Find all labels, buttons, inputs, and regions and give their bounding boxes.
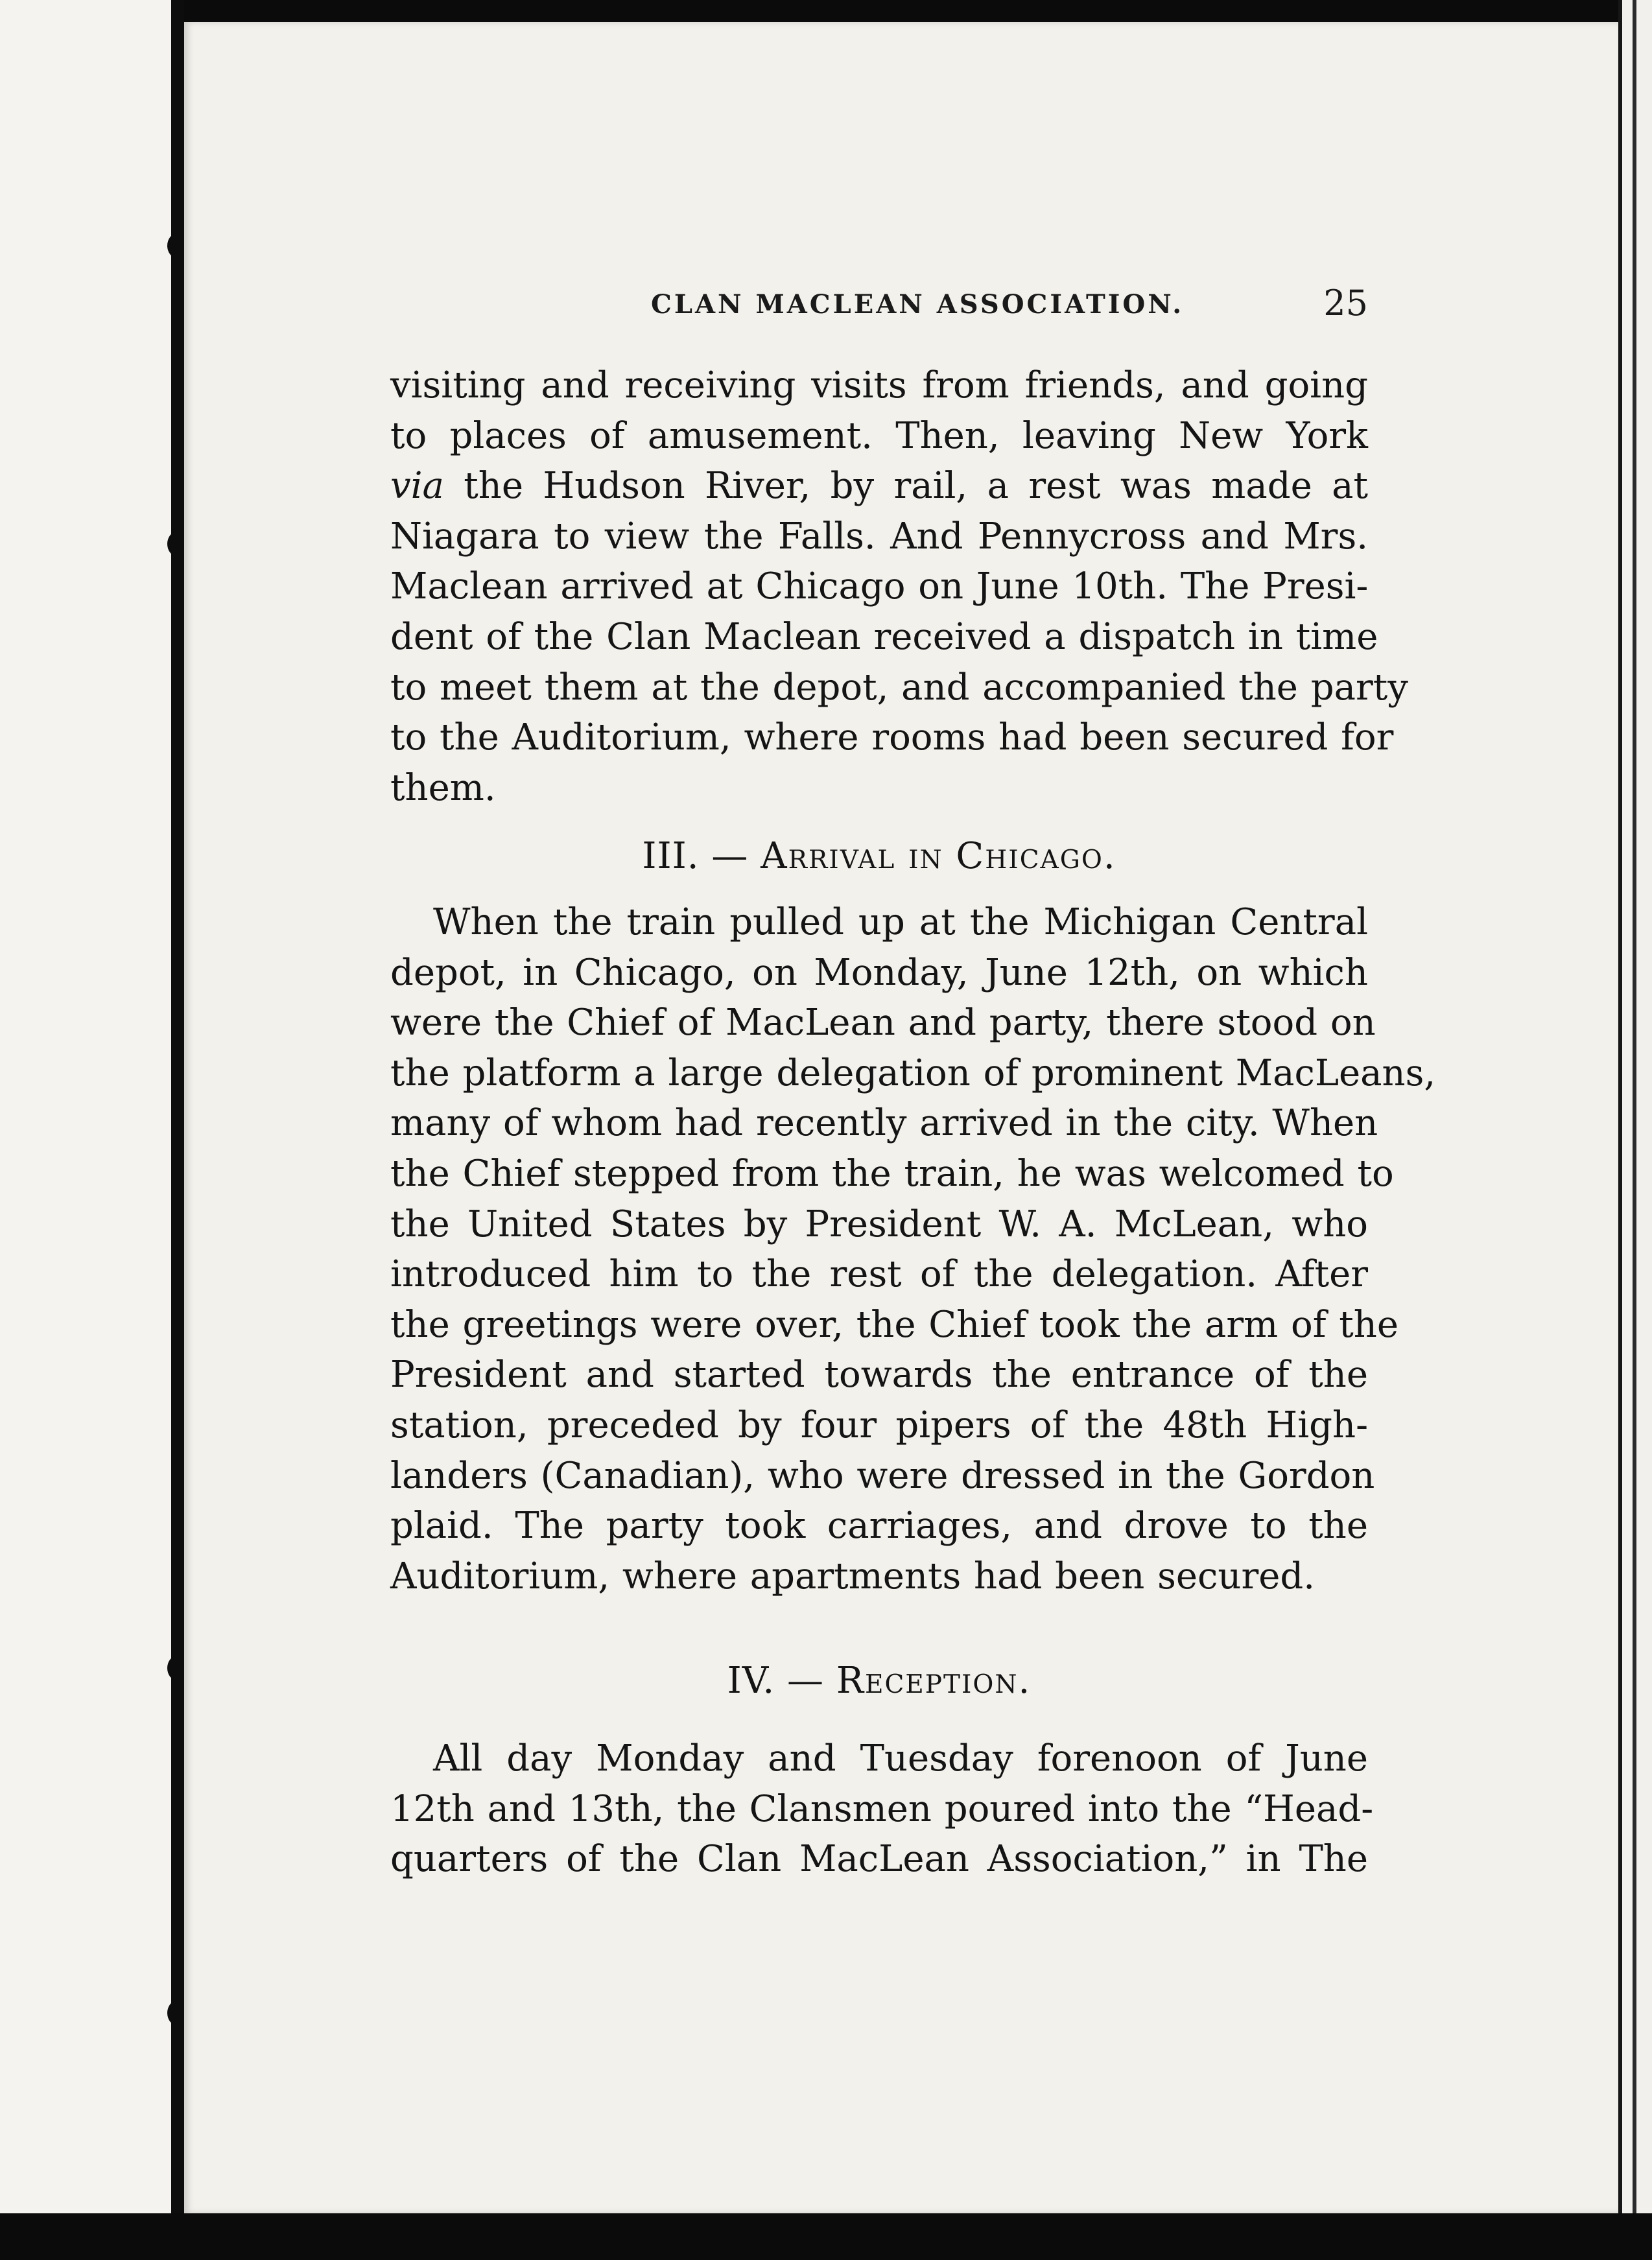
text-line: Auditorium, where apartments had been secured. xyxy=(390,1555,1315,1597)
running-head xyxy=(390,285,1368,324)
italic-word: via xyxy=(390,465,444,508)
scan-top-border xyxy=(0,0,1652,22)
text-line: to the Auditorium, where rooms had been secured for xyxy=(390,716,1394,759)
section-heading-3 xyxy=(390,835,1368,877)
text-line: landers (Canadian), who were dressed in the Gordon xyxy=(390,1454,1375,1497)
text-line: Maclean arrived at Chicago on June 10th. The Presi- xyxy=(390,565,1369,608)
text-line: All day Monday and Tuesday forenoon of June xyxy=(433,1737,1368,1780)
text-line: the platform a large delegation of prominent MacLeans, xyxy=(390,1052,1436,1094)
text-line: depot, in Chicago, on Monday, June 12th, on which xyxy=(390,951,1368,994)
text-line: President and started towards the entrance of the xyxy=(390,1354,1368,1396)
text-line: were the Chief of MacLean and party, there stood on xyxy=(390,1002,1376,1044)
text-line: introduced him to the rest of the delegation. After xyxy=(390,1253,1368,1296)
section-title: Reception. xyxy=(836,1660,1032,1702)
section-heading-4 xyxy=(390,1660,1368,1702)
page-number: 25 xyxy=(1323,283,1368,324)
text-line: to places of amusement. Then, leaving New York xyxy=(390,414,1368,457)
running-head-title: CLAN MACLEAN ASSOCIATION. xyxy=(651,289,1185,320)
text-line: When the train pulled up at the Michigan Central xyxy=(433,901,1368,943)
binding-spine xyxy=(171,0,184,2260)
text-line: plaid. The party took carriages, and drove to the xyxy=(390,1505,1368,1548)
text-line: visiting and receiving visits from friends, and going xyxy=(390,364,1368,406)
text-line: them. xyxy=(390,766,496,809)
text-line: the Chief stepped from the train, he was welcomed to xyxy=(390,1152,1394,1195)
text-line: dent of the Clan Maclean received a dispatch in time xyxy=(390,615,1378,658)
text-line: Niagara to view the Falls. And Pennycross and Mrs. xyxy=(390,515,1368,558)
text-line xyxy=(390,461,1368,512)
section-number: IV. — xyxy=(727,1660,825,1702)
text-line: many of whom had recently arrived in the city. When xyxy=(390,1102,1378,1145)
section-title: Arrival in Chicago. xyxy=(761,835,1116,877)
text-line: 12th and 13th, the Clansmen poured into the “Head- xyxy=(390,1787,1374,1830)
scan-left-margin xyxy=(0,0,175,2260)
section-number: III. — xyxy=(642,835,749,877)
text-line-rest: the Hudson River, by rail, a rest was made at xyxy=(464,465,1368,508)
paragraph-arrival xyxy=(390,897,1436,1601)
text-line: station, preceded by four pipers of the 48th High- xyxy=(390,1404,1368,1446)
text-line: quarters of the Clan MacLean Association,” in The xyxy=(390,1838,1368,1881)
text-line: the greetings were over, the Chief took the arm of the xyxy=(390,1303,1398,1346)
page-edge-line xyxy=(1633,0,1636,2260)
paragraph-continuation xyxy=(390,360,1408,813)
text-line: to meet them at the depot, and accompanied the party xyxy=(390,666,1408,709)
paragraph-reception xyxy=(390,1734,1374,1885)
scan-bottom-border xyxy=(0,2213,1652,2260)
text-line: the United States by President W. A. McLean, who xyxy=(390,1203,1368,1245)
